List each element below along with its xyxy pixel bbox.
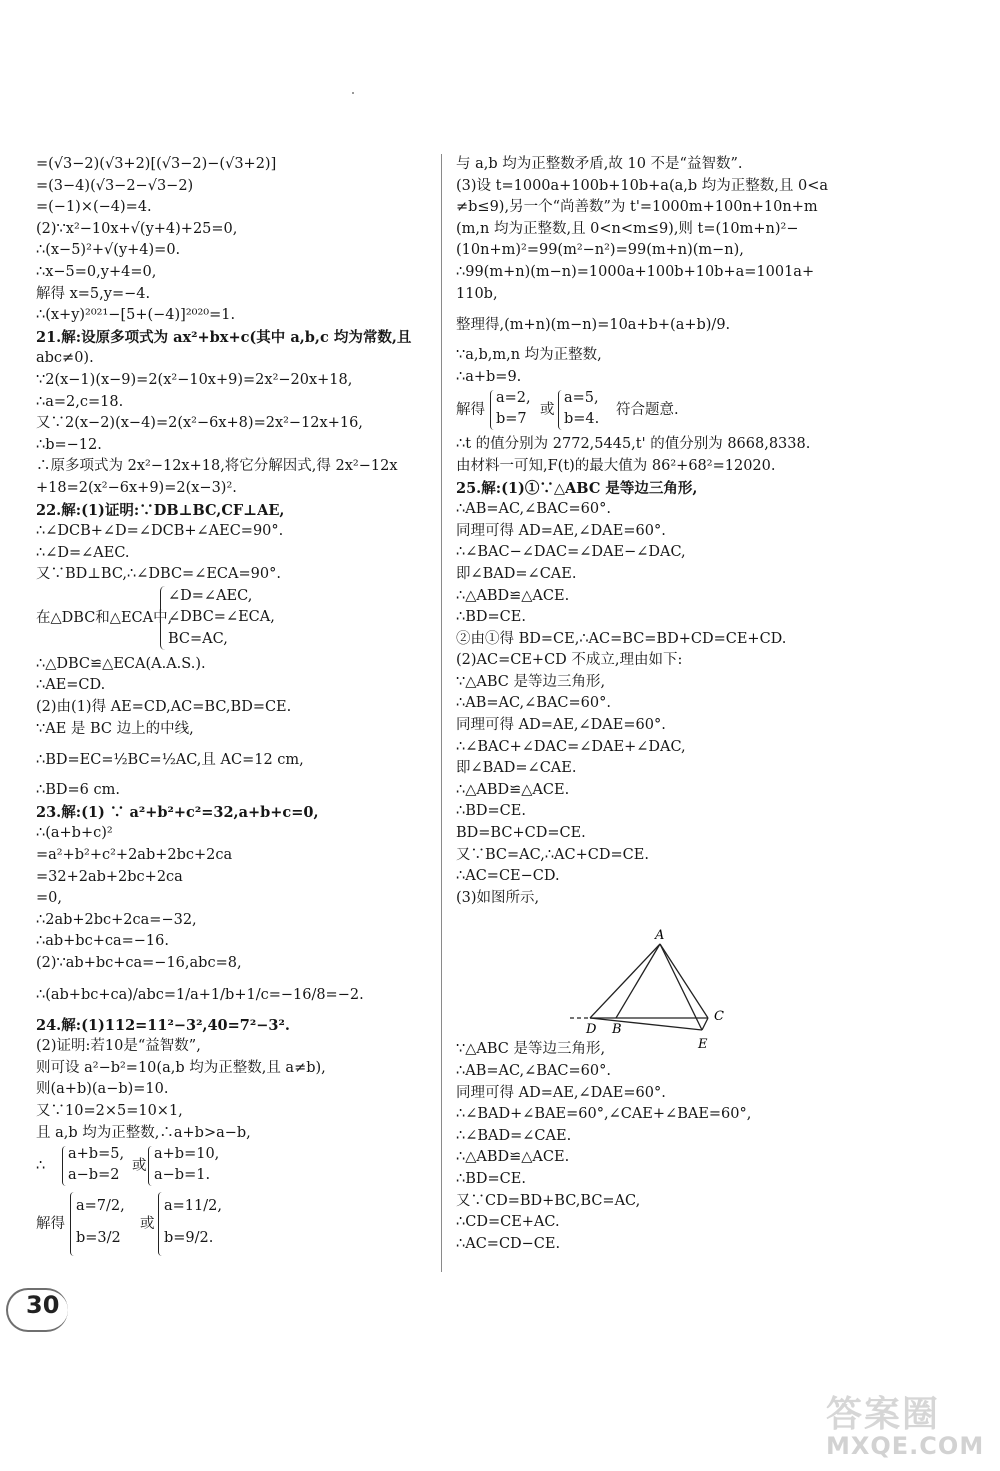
page-number-badge [6,1288,68,1332]
text-line: ∴∠BAD=∠CAE. [456,1127,572,1144]
text-line: 又∵10=2×5=10×1, [36,1102,183,1119]
condition-line: ∠D=∠AEC, [168,587,253,604]
equation-line: a+b=5, [68,1146,125,1163]
problem-22-heading: 22.解:(1)证明:∵DB⊥BC,CF⊥AE, [36,501,285,519]
equation-line: a=11/2, [164,1198,222,1215]
text-line: ∴原多项式为 2x²−12x+18,将它分解因式,得 2x²−12x [36,458,398,475]
brace-symbol [158,1192,163,1256]
text-line: =0, [36,890,62,907]
text-line: ∴a+b=9. [456,368,522,385]
congruence-conditions [36,586,431,654]
brace-symbol [160,586,166,650]
text-line: 同理可得 AD=AE,∠DAE=60°. [456,1084,666,1101]
text-line: ∴∠BAC−∠DAC=∠DAE−∠DAC, [456,544,686,561]
text-line: 与 a,b 均为正整数矛盾,故 10 不是“益智数”. [456,156,743,172]
left-column [36,154,431,1260]
brace-symbol [558,390,563,430]
text-line: ∴∠BAD+∠BAE=60°,∠CAE+∠BAE=60°, [456,1106,752,1123]
solution-system [564,388,599,430]
text-line: ∴99(m+n)(m−n)=1000a+100b+10b+a=1001a+ [456,263,815,280]
text-line: ∴BD=6 cm. [36,782,120,799]
segment-ab [616,944,660,1018]
or-word: 或 [140,1216,155,1233]
text-line: ∴(ab+bc+ca)/abc=1/a+1/b+1/c=−16/8=−2. [36,986,364,1003]
brace-symbol [70,1192,75,1256]
text-line: ②由①得 BD=CE,∴AC=BC=BD+CD=CE+CD. [456,630,787,647]
therefore-symbol: ∴ [36,1158,46,1175]
text-line: 即∠BAD=∠CAE. [456,760,577,777]
text-line: ∵a,b,m,n 均为正整数, [456,347,602,364]
text-line: =(3−4)(√3−2−√3−2) [36,177,194,194]
text-line: (m,n 均为正整数,且 0<n<m≤9),则 t=(10m+n)²− [456,220,799,237]
text-line: 且 a,b 均为正整数,∴a+b>a−b, [36,1124,251,1141]
solution-system [496,388,531,430]
text-line: 解得 x=5,y=−4. [36,285,151,302]
text-line: abc≠0). [36,350,94,367]
text-line: ∴x−5=0,y+4=0, [36,263,157,280]
text-line: ∴BD=EC=½BC=½AC,且 AC=12 cm, [36,752,304,769]
text-line: (2)由(1)得 AE=CD,AC=BC,BD=CE. [36,699,292,716]
text-line: ∵△ABC 是等边三角形, [456,673,606,690]
text-line: ∴∠BAC+∠DAC=∠DAE+∠DAC, [456,738,686,755]
text-line: ∴∠DCB+∠D=∠DCB+∠AEC=90°. [36,523,284,540]
text-line: ∴∠D=∠AEC. [36,544,130,561]
problem-25-heading: 25.解:(1)①∵△ABC 是等边三角形, [456,479,698,497]
text-line: ∴CD=CE+AC. [456,1214,560,1231]
equation-line: a=5, [564,390,599,407]
solution-pair [456,388,856,434]
equation-line: b=4. [564,411,600,428]
segment-ac [660,944,708,1018]
text-line: ∴BD=CE. [456,609,526,626]
text-line: =(√3−2)(√3+2)[(√3−2)−(√3+2)] [36,156,277,172]
text-line: (2)∵ab+bc+ca=−16,abc=8, [36,955,242,971]
text-line: ∴AC=CD−CE. [456,1235,561,1252]
text-line: ∴BD=CE. [456,1170,526,1187]
text-line: ∵AE 是 BC 边上的中线, [36,720,194,737]
triangle-figure [560,926,750,1056]
text-line: 又∵CD=BD+BC,BC=AC, [456,1192,641,1209]
equation-line: b=9/2. [164,1230,214,1247]
solution-label: 解得 [36,1216,65,1233]
text-line: ∴b=−12. [36,436,102,453]
equation-line: b=7 [496,411,527,428]
equation-line: a+b=10, [154,1146,220,1163]
text-line: (2)证明:若10是“益智数”, [36,1038,201,1055]
text-line: 同理可得 AD=AE,∠DAE=60°. [456,522,666,539]
text-line: 又∵2(x−2)(x−4)=2(x²−6x+8)=2x²−12x+16, [36,415,363,432]
problem-24-heading: 24.解:(1)112=11²−3²,40=7²−3². [36,1016,290,1034]
text-line: ∴(x−5)²+√(y+4)=0. [36,242,181,259]
point-label-e: E [698,1037,708,1052]
text-line: 在△DBC和△ECA中, [36,609,173,626]
brace-symbol [62,1146,67,1186]
watermark-url: MXQE.COM [826,1432,985,1460]
segment-ad [590,944,660,1018]
solution-label: 解得 [456,402,485,419]
text-line: ∴a=2,c=18. [36,393,124,410]
text-line: 同理可得 AD=AE,∠DAE=60°. [456,717,666,734]
scan-speck [352,92,354,94]
text-line: ∴t 的值分别为 2772,5445,t' 的值分别为 8668,8338. [456,436,811,453]
text-line: 即∠BAD=∠CAE. [456,565,577,582]
segment-ae [660,944,702,1030]
point-label-b: B [612,1022,622,1037]
text-line: +18=2(x²−6x+9)=2(x−3)². [36,479,237,496]
segment-ce [702,1018,708,1030]
point-label-a: A [655,928,665,943]
point-label-c: C [714,1009,724,1024]
point-label-d: D [586,1022,597,1037]
text-line: ∴△DBC≌△ECA(A.A.S.). [36,655,206,672]
text-line: (2)∵x²−10x+√(y+4)+25=0, [36,220,238,237]
watermark-logo: 答案圈 [826,1394,941,1435]
brace-symbol [490,390,495,430]
problem-21-heading: 21.解:设原多项式为 ax²+bx+c(其中 a,b,c 均为常数,且 [36,328,412,346]
right-column [456,154,856,1255]
text-line: 又∵BC=AC,∴AC+CD=CE. [456,846,649,863]
text-line: ∵△ABC 是等边三角形, [456,1041,606,1058]
text-line: ∴(x+y)²⁰²¹−[5+(−4)]²⁰²⁰=1. [36,307,236,324]
text-line: ∴△ABD≌△ACE. [456,1149,570,1166]
site-watermark [826,1386,996,1466]
solution-system [76,1190,125,1254]
text-line: =32+2ab+2bc+2ca [36,868,183,885]
text-line: ∴△ABD≌△ACE. [456,587,570,604]
text-line: 则(a+b)(a−b)=10. [36,1081,169,1098]
equation-line: a=2, [496,390,531,407]
or-word: 或 [540,402,555,419]
equation-system-pair [36,1144,431,1190]
text-line: ∴ab+bc+ca=−16. [36,933,169,950]
equation-system [154,1144,219,1186]
text-line: ∴AB=AC,∠BAC=60°. [456,1063,611,1079]
text-line: ∴2ab+2bc+2ca=−32, [36,911,197,928]
column-divider [441,154,442,1272]
condition-line: ∠DBC=∠ECA, [168,609,275,626]
text-line: ∴AB=AC,∠BAC=60°. [456,501,611,518]
text-line: (3)设 t=1000a+100b+10b+a(a,b 均为正整数,且 0<a [456,177,828,194]
text-line: 符合题意. [616,402,679,419]
text-line: ∴BD=CE. [456,803,526,820]
condition-line: BC=AC, [168,631,228,648]
text-line: ∵2(x−1)(x−9)=2(x²−10x+9)=2x²−20x+18, [36,371,353,388]
solution-pair [36,1190,431,1260]
text-line: 又∵BD⊥BC,∴∠DBC=∠ECA=90°. [36,566,281,583]
page-number: 30 [26,1291,60,1319]
text-line: ∴AC=CE−CD. [456,868,560,885]
brace-symbol [148,1146,153,1186]
text-line: =a²+b²+c²+2ab+2bc+2ca [36,847,233,864]
text-line: (2)AC=CE+CD 不成立,理由如下: [456,652,683,669]
problem-23-heading: 23.解:(1) ∵ a²+b²+c²=32,a+b+c=0, [36,803,319,821]
text-line: ∴△ABD≌△ACE. [456,781,570,798]
text-line: BD=BC+CD=CE. [456,825,586,842]
equation-system [68,1144,124,1186]
text-line: ∴AB=AC,∠BAC=60°. [456,695,611,712]
text-line: 则可设 a²−b²=10(a,b 均为正整数,且 a≠b), [36,1059,326,1076]
text-line: 110b, [456,285,498,302]
or-word: 或 [132,1158,147,1175]
text-line: 整理得,(m+n)(m−n)=10a+b+(a+b)/9. [456,317,731,334]
text-line: (10n+m)²=99(m²−n²)=99(m+n)(m−n), [456,242,744,259]
equation-line: a−b=1. [154,1167,211,1184]
text-line: 由材料一可知,F(t)的最大值为 86²+68²=12020. [456,457,776,474]
text-line: ≠b≤9),另一个“尚善数”为 t'=1000m+100n+10n+m [456,199,818,216]
text-line: ∴(a+b+c)² [36,825,113,842]
solution-system [164,1190,222,1254]
equation-line: a−b=2 [68,1167,120,1184]
equation-line: b=3/2 [76,1230,121,1247]
segment-de [590,1018,702,1030]
text-line: (3)如图所示, [456,889,540,906]
text-line: =(−1)×(−4)=4. [36,199,152,216]
equation-line: a=7/2, [76,1198,125,1215]
text-line: ∴AE=CD. [36,677,106,694]
